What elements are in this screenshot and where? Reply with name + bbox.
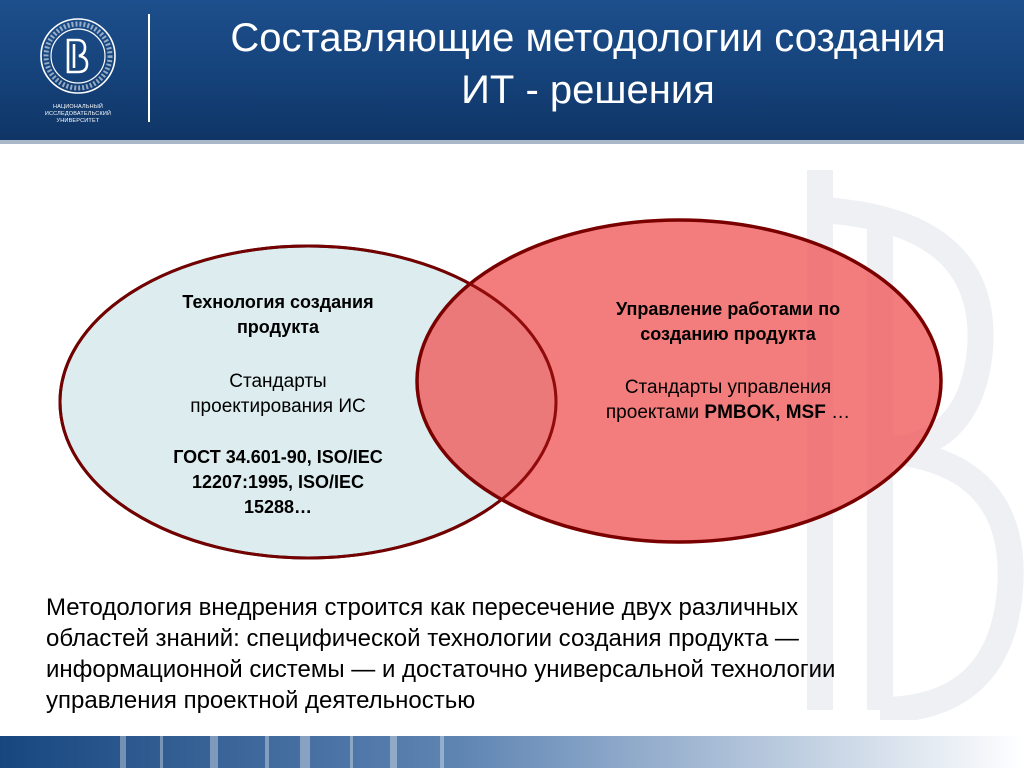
right-subtext-prefix: проектами: [605, 402, 705, 423]
right-heading: [548, 297, 908, 347]
right-subtext-line2: [548, 400, 908, 425]
right-subtext-standards: PMBOK, MSF: [704, 402, 826, 423]
left-standards-line1: ГОСТ 34.601-90, ISO/IEC: [173, 447, 383, 467]
left-subtext-line2: проектирования ИС: [190, 396, 366, 417]
bottom-decor-bar: [0, 736, 1024, 768]
right-heading-line2: созданию продукта: [640, 324, 816, 344]
logo-caption-line2: УНИВЕРСИТЕТ: [56, 118, 100, 124]
right-subtext-line1: Стандарты управления: [624, 377, 832, 398]
logo-caption-line1: НАЦИОНАЛЬНЫЙ ИССЛЕДОВАТЕЛЬСКИЙ: [44, 104, 112, 117]
left-subtext-line1: Стандарты: [229, 371, 327, 392]
left-standards: [118, 445, 438, 520]
summary-line3: информационной системы — и достаточно универсальной технологии: [46, 656, 836, 683]
left-heading-line1: Технология создания: [182, 292, 374, 312]
summary-line2: областей знаний: специфической технологии создания продукта —: [46, 625, 799, 652]
left-standards-line2: 12207:1995, ISO/IEC: [191, 472, 365, 492]
right-heading-line1: Управление работами по: [615, 299, 841, 319]
slide-title-line2: ИТ - решения: [461, 68, 715, 112]
left-standards-line3: 15288…: [243, 497, 313, 517]
summary-paragraph: [46, 592, 1006, 716]
left-heading: [128, 290, 428, 340]
left-subtext: [128, 369, 428, 419]
summary-line4: управления проектной деятельностью: [46, 687, 476, 714]
right-subtext: [548, 375, 908, 425]
summary-line1: Методология внедрения строится как пересечение двух различных: [46, 594, 799, 621]
slide-title-line1: Составляющие методологии создания: [230, 16, 946, 60]
left-heading-line2: продукта: [236, 317, 320, 337]
right-subtext-suffix: …: [825, 402, 851, 423]
